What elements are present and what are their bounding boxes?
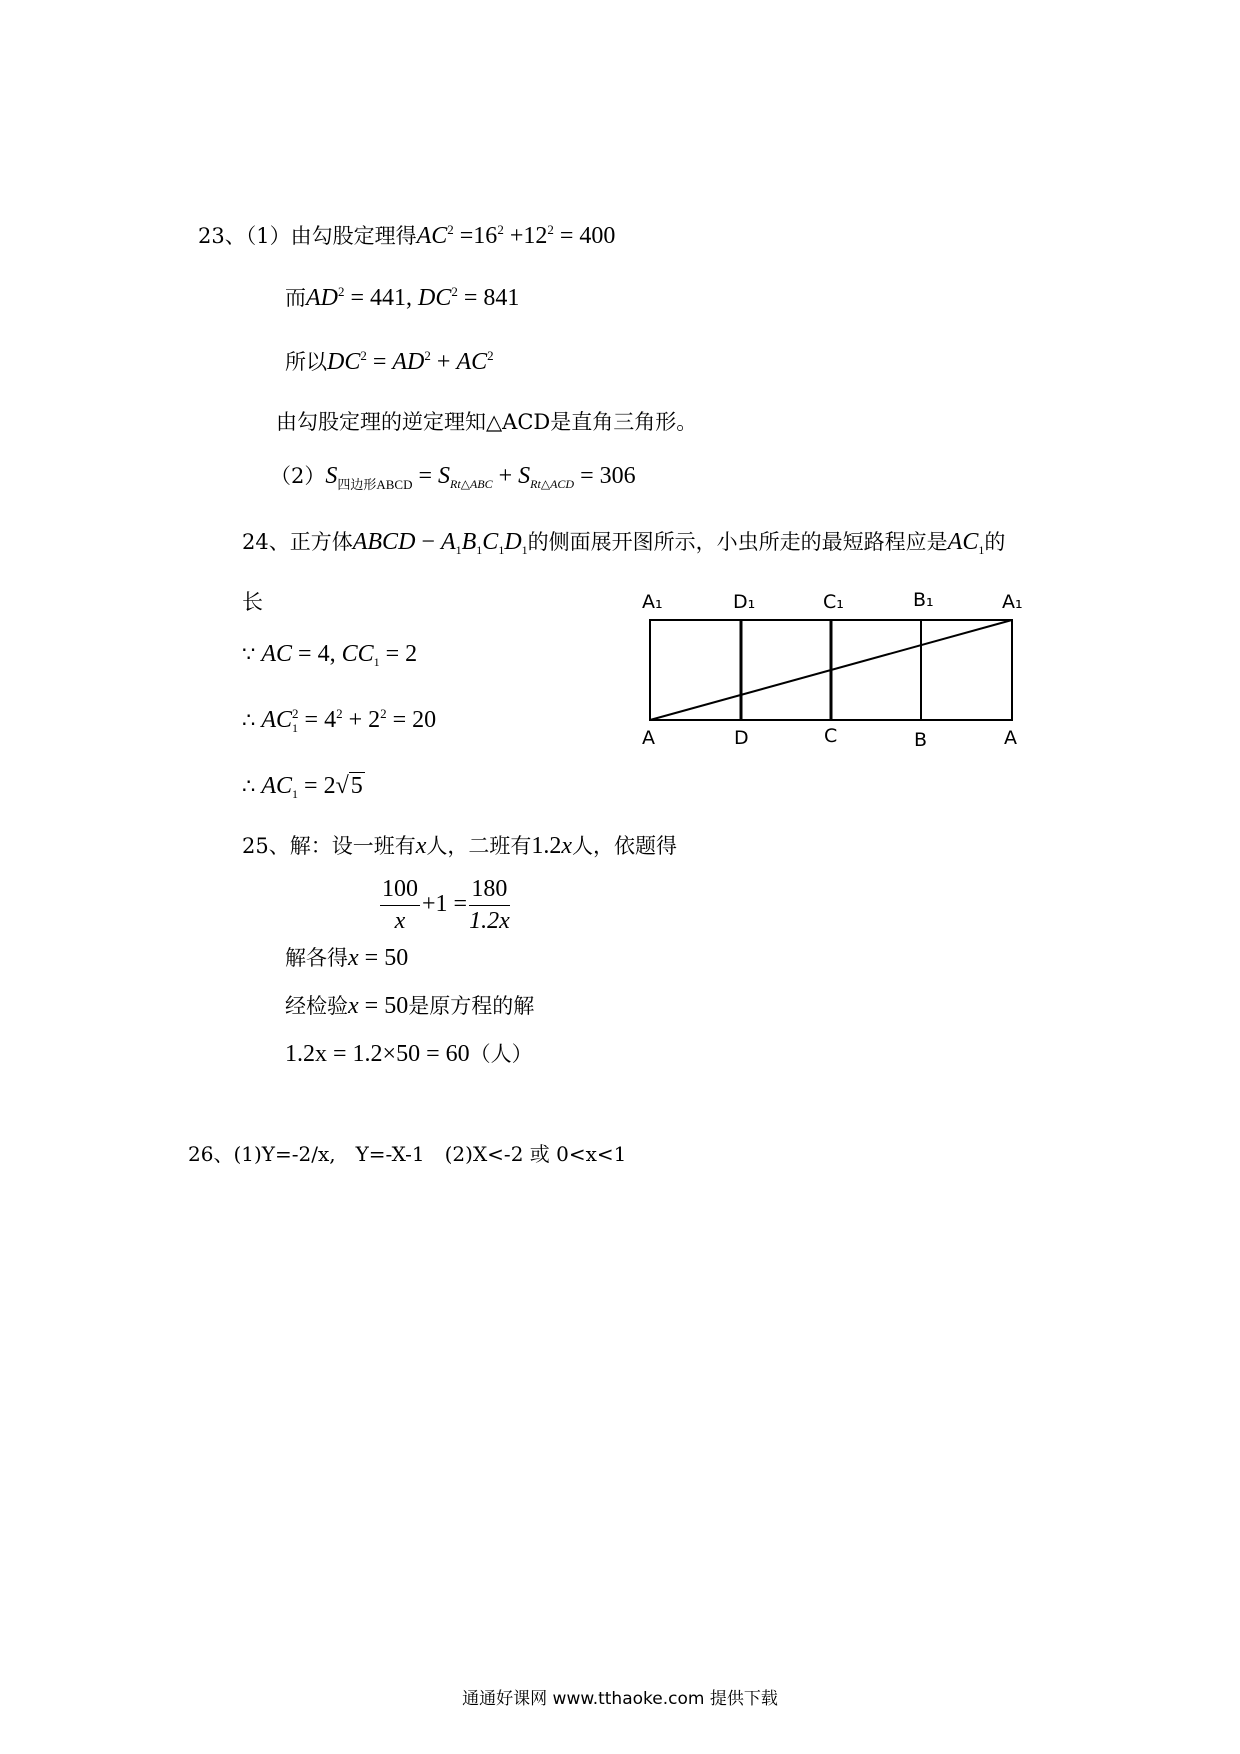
p23-line-1 [198,222,615,250]
p25-line-1 [242,832,677,860]
p24-ac1: $AC_1$ [947,529,985,557]
therefore-symbol: ∴ [242,708,256,732]
p23-line-4: 由勾股定理的逆定理知△ACD是直角三角形。 [276,410,698,434]
p24-because-line [242,640,417,668]
p24-head: 24、正方体 [242,530,353,554]
label-bottom-c: C [824,725,838,747]
p25-line-4 [285,992,534,1020]
p25-equation [378,874,512,936]
p24-therefore-line-1 [242,706,436,734]
p23-line-2 [285,284,519,312]
p25-x-var: x [415,833,427,859]
p25-l4-prefix: 经检验 [285,994,348,1018]
label-bottom-b: B [914,729,928,750]
p25-l3-prefix: 解各得 [285,946,348,970]
p25-l5-unit: （人） [469,1042,533,1066]
bottom-vertex-labels [642,725,1017,750]
p24-cube: ABCD − $A_1B_1C_1D_1$ [352,529,528,557]
p23-head: 23、（1）由勾股定理得 [198,224,417,248]
p23-line-3 [285,348,494,376]
p24-mid: 的侧面展开图所示，小虫所走的最短路程应是 [527,530,948,554]
label-top-a1-right: A₁ [1002,591,1023,613]
p25-line-5 [285,1040,533,1068]
p24-therefore-line-2 [242,772,365,800]
p23-line-5 [270,462,636,499]
label-top-c1: C₁ [823,591,844,613]
p25-l3-eq: x = 50 [348,945,409,971]
label-bottom-a-right: A [1004,727,1017,749]
p23-eq5: $S_{四边形ABCD} = S_{Rt\triangle ABC} + S_{Rt\triangle ACD} = 306$ [325,463,636,492]
label-bottom-d: D [734,727,749,749]
p24-line-1 [242,528,1005,556]
p23-eq1: $AC^2 =16^2 +12^2 = 400$ [416,222,616,249]
p25-head-tail: 人，依题得 [572,834,678,858]
p25-head-mid: 人，二班有 [426,834,532,858]
p24-because-eq: AC = 4, $CC_1 = 2$ [261,641,418,669]
p25-l4-eq: x = 50 [348,993,409,1019]
p25-plus-one: +1 = [422,891,468,917]
p23-l3-prefix: 所以 [285,350,327,374]
label-bottom-a-left: A [642,727,655,749]
fraction-100-over-x: $\frac{100}{x}$ [382,875,418,934]
top-vertex-labels [642,590,1023,613]
p24-root-eq: $AC_1 = 2√5$ [261,773,363,801]
p26-line: 26、(1)Y=-2/x, Y=-X-1 (2)X<-2 或 0<x<1 [188,1142,627,1166]
label-top-d1: D₁ [733,591,756,613]
label-top-b1: B₁ [913,590,934,611]
p25-class2-expr: 1.2x [531,833,573,859]
p25-l4-suffix: 是原方程的解 [408,994,535,1018]
p25-line-3 [285,944,408,972]
fraction-180-over-1-2x: $\frac{180}{1.2x}$ [469,875,510,934]
p23-eq2: $AD^2 = 441$, $DC^2 = 841$ [306,284,520,311]
p24-line-2: 长 [242,590,263,614]
p25-l5-eq: 1.2x = 1.2×50 = 60 [285,1041,470,1067]
because-symbol: ∵ [242,642,256,666]
p23-eq3: $DC^2 = AD^2 + AC^2$ [327,348,494,375]
label-top-a1-left: A₁ [642,591,663,613]
cube-unfolding-diagram [630,590,1030,750]
p24-tail: 的 [984,530,1006,554]
p24-square-eq: $AC_1^2 = 4^2 + 2^2 = 20$ [261,706,437,735]
therefore-symbol: ∴ [242,774,256,798]
p25-head: 25、解：设一班有 [242,834,416,858]
p23-l5-prefix: （2） [270,464,326,488]
p23-l2-prefix: 而 [285,286,306,310]
page-footer: 通通好课网 www.tthaoke.com 提供下载 [462,1689,778,1709]
